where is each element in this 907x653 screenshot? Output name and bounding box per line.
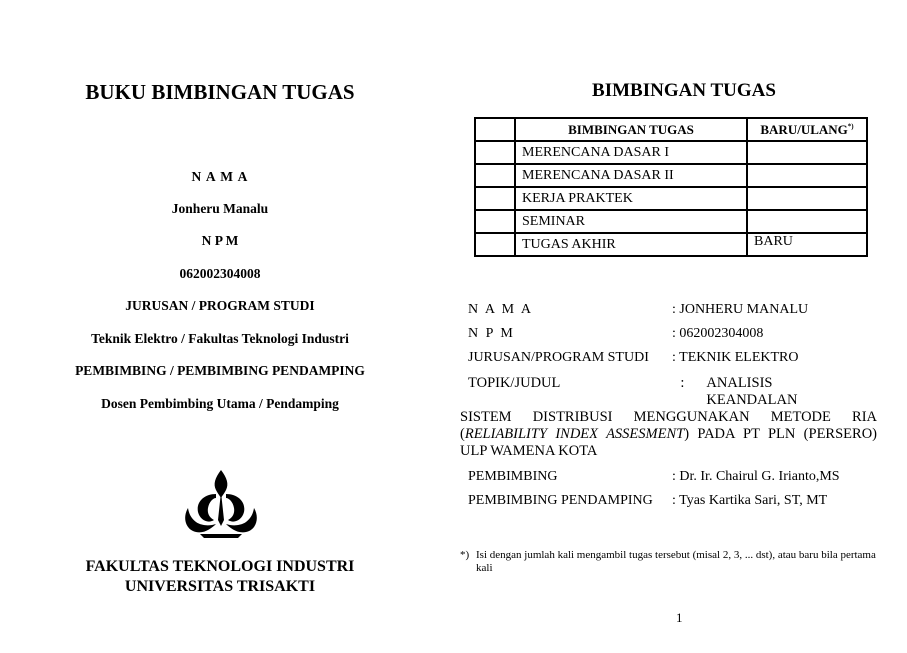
nama-label: N A M A [191,169,249,184]
university-name: UNIVERSITAS TRISAKTI [124,578,316,595]
activity-cell: MERENCANA DASAR I [515,141,747,164]
left-page [0,0,440,653]
jurusan-label: JURUSAN / PROGRAM STUDI [125,298,315,313]
status-cell [747,164,867,187]
activity-cell: SEMINAR [515,210,747,233]
footnote-marker: *) [460,549,470,561]
field-npm-value: : 062002304008 [672,326,764,341]
field-pendamping-label: PEMBIMBING PENDAMPING [468,493,653,508]
table-row [475,164,867,187]
table-row [475,210,867,233]
field-pembimbing-label: PEMBIMBING [468,469,558,484]
status-cell [747,141,867,164]
faculty-name: FAKULTAS TEKNOLOGI INDUSTRI [85,558,355,575]
pembimbing-label: PEMBIMBING / PEMBIMBING PENDAMPING [75,363,365,378]
table-row [475,141,867,164]
footnote [460,549,880,575]
footnote-text: Isi dengan jumlah kali mengambil tugas tersebut (misal 2, 3, ... dst), atau baru bila pertama kali [476,549,876,574]
status-cell: BARU [747,233,867,256]
row-number-cell [475,233,515,256]
university-emblem-icon [180,468,262,540]
nama-value: Jonheru Manalu [171,201,269,216]
row-number-cell [475,141,515,164]
field-topik-first: ANALISIS KEANDALAN [706,375,798,408]
page-number: 1 [676,610,683,625]
jurusan-value: Teknik Elektro / Fakultas Teknologi Industri [91,331,349,346]
right-page-title: BIMBINGAN TUGAS [592,80,776,101]
table-header-number [475,118,515,141]
activity-cell: KERJA PRAKTEK [515,187,747,210]
activity-cell: TUGAS AKHIR [515,233,747,256]
table-row [475,187,867,210]
field-pembimbing-value: : Dr. Ir. Chairul G. Irianto,MS [672,469,840,484]
field-npm-label: N P M [468,326,515,341]
pembimbing-value: Dosen Pembimbing Utama / Pendamping [101,396,339,411]
field-pendamping-value: : Tyas Kartika Sari, ST, MT [672,493,828,508]
row-number-cell [475,164,515,187]
status-cell [747,187,867,210]
status-cell [747,210,867,233]
activity-cell: MERENCANA DASAR II [515,164,747,187]
field-topik-colon: : [680,375,685,391]
field-topik-italic: RELIABILITY INDEX ASSESMENT [464,426,685,442]
row-number-cell [475,210,515,233]
field-topik-line4: ULP WAMENA KOTA [460,443,598,459]
row-number-cell [475,187,515,210]
field-nama-value: : JONHERU MANALU [672,302,809,317]
table-header-status: BARU/ULANG*) [747,118,867,141]
topic-block [460,375,877,460]
field-topik-label: TOPIK/JUDUL [468,375,561,391]
table-header-activity: BIMBINGAN TUGAS [515,118,747,141]
field-jurusan-value: : TEKNIK ELEKTRO [672,350,799,365]
field-topik-line2: SISTEM DISTRIBUSI MENGGUNAKAN METODE RIA [460,409,877,425]
field-nama-label: N A M A [468,302,533,317]
npm-value: 062002304008 [179,266,261,281]
left-page-title: BUKU BIMBINGAN TUGAS [85,80,355,104]
table-header-row [475,118,867,141]
guidance-table [474,117,868,257]
table-row [475,233,867,256]
npm-label: N P M [201,233,239,248]
field-topik-line3: (RELIABILITY INDEX ASSESMENT) PADA PT PLN (PERSERO) [460,426,877,442]
field-jurusan-label: JURUSAN/PROGRAM STUDI [468,350,649,365]
